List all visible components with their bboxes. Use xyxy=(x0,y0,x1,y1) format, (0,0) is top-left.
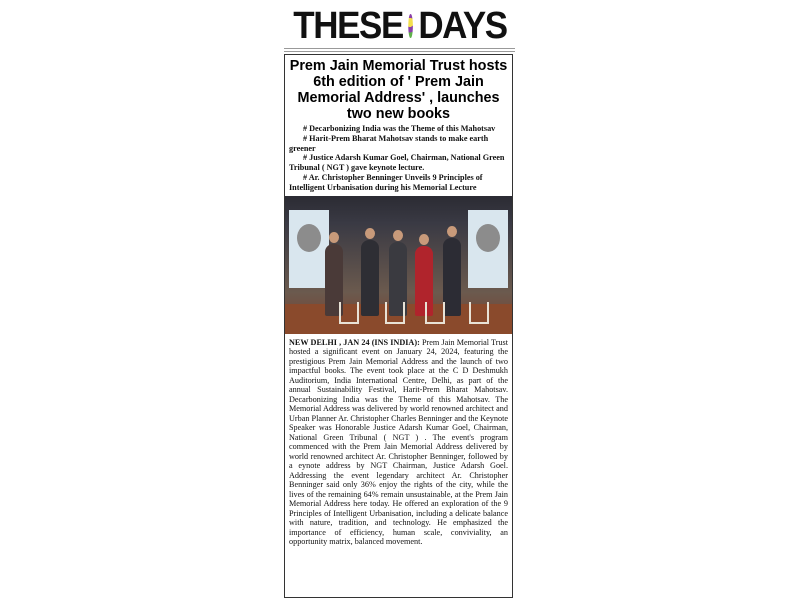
right-screen xyxy=(468,210,508,288)
article-body-text: Prem Jain Memorial Trust hosted a significant event on January 24, 2024, featuring the prestigious Prem Jain Memorial Address and the launch of two impactful books. The event took place at the C D Deshmukh Auditorium, India International Centre, Delhi, as part of the annual Sustainability Festival, Harit-Prem Bharat Mahotsav. Decarbonizing India was the Theme of this Mahotsav. The Memorial Address was delivered by world renowned architect and Urban Planner Ar. Christopher Charles Benninger and the Keynote Speaker was Honorable Justice Adarsh Kumar Goel, Chairman, National Green Tribunal ( NGT ) . The event's program commenced with the Prem Jain Memorial Address delivered by world renowned architect Ar. Christopher Benninger, followed by a eynote address by NGT Chairman, Justice Adarsh Goel. Addressing the event legendary architect Ar. Christopher Benninger said only 36% enjoy the rights of the city, while the lives of the remaining 64% remain unsustainable, at the Prem Jain Memorial Address here today. He offered an exploration of the 9 Principles of Intelligent Urbanisation, including a delicate balance with nature, tradition, and technology. He emphasized the importance of efficiency, human scale, conviviality, an opportunity matrix, balanced movement. xyxy=(289,337,509,547)
highlight-item: # Ar. Christopher Benninger Unveils 9 Principles of Intelligent Urbanisation during his Memorial Lecture xyxy=(289,172,483,192)
masthead-rule-top xyxy=(284,48,515,49)
left-screen xyxy=(289,210,329,288)
highlight-item: # Justice Adarsh Kumar Goel, Chairman, National Green Tribunal ( NGT ) gave keynote lecture. xyxy=(289,153,505,173)
news-article xyxy=(284,54,513,598)
masthead-rule-bottom xyxy=(284,51,515,52)
highlight-item: # Decarbonizing India was the Theme of this Mahotsav xyxy=(303,124,496,133)
highlight-item: # Harit-Prem Bharat Mahotsav stands to make earth greener xyxy=(289,133,489,153)
article-headline: Prem Jain Memorial Trust hosts 6th edition of ' Prem Jain Memorial Address' , launches two new books xyxy=(289,58,508,122)
masthead-word-these: THESE xyxy=(293,4,403,47)
globe-logo-icon xyxy=(408,14,412,38)
article-highlights xyxy=(289,124,508,193)
article-body xyxy=(289,338,508,547)
masthead xyxy=(293,4,506,48)
article-dateline: NEW DELHI , JAN 24 (INS INDIA): xyxy=(289,337,420,347)
masthead-word-days: DAYS xyxy=(418,4,507,47)
event-photo xyxy=(285,196,512,334)
